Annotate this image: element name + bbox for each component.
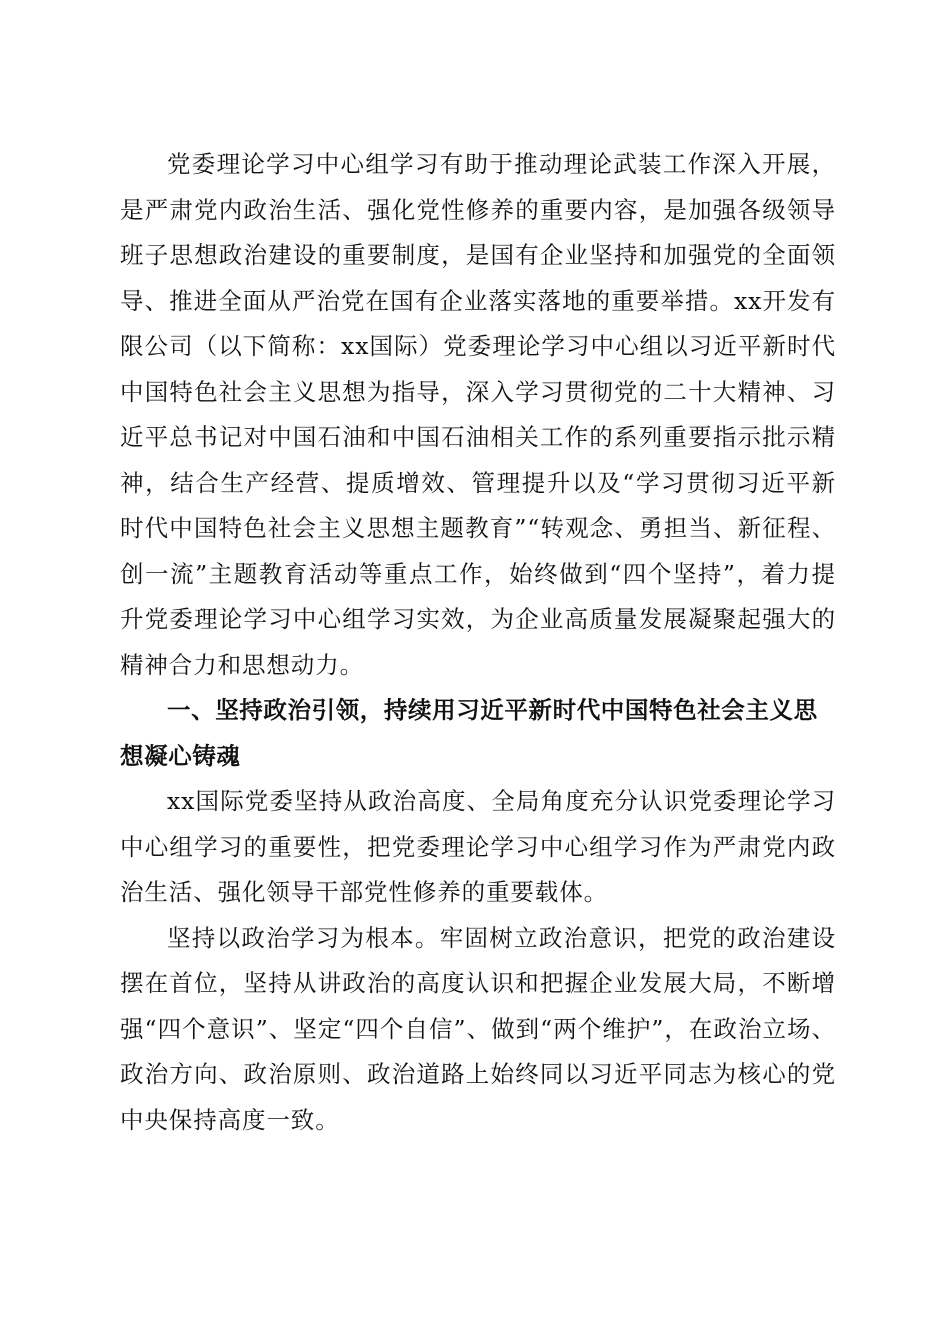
section-1-paragraph-2: 坚持以政治学习为根本。牢固树立政治意识，把党的政治建设摆在首位，坚持从讲政治的高度认识和把握企业发展大局，不断增强“四个意识”、坚定“四个自信”、做到“两个维护”，在政治立场、政治方向、政治原则、政治道路上始终同以习近平同志为核心的党中央保持高度一致。 <box>120 923 836 1134</box>
document-body <box>120 142 836 1143</box>
section-heading-1: 一、坚持政治引领，持续用习近平新时代中国特色社会主义思想凝心铸魂 <box>120 696 818 770</box>
intro-paragraph: 党委理论学习中心组学习有助于推动理论武装工作深入开展，是严肃党内政治生活、强化党性修养的重要内容，是加强各级领导班子思想政治建设的重要制度，是国有企业坚持和加强党的全面领导、推进全面从严治党在国有企业落实落地的重要举措。xx开发有限公司（以下简称：xx国际）党委理论学习中心组以习近平新时代中国特色社会主义思想为指导，深入学习贯彻党的二十大精神、习近平总书记对中国石油和中国石油相关工作的系列重要指示批示精神，结合生产经营、提质增效、管理提升以及“学习贯彻习近平新时代中国特色社会主义思想主题教育”“转观念、勇担当、新征程、创一流”主题教育活动等重点工作，始终做到“四个坚持”，着力提升党委理论学习中心组学习实效，为企业高质量发展凝聚起强大的精神合力和思想动力。 <box>120 150 836 679</box>
section-1-paragraph-1: xx国际党委坚持从政治高度、全局角度充分认识党委理论学习中心组学习的重要性，把党委理论学习中心组学习作为严肃党内政治生活、强化领导干部党性修养的重要载体。 <box>120 787 836 906</box>
